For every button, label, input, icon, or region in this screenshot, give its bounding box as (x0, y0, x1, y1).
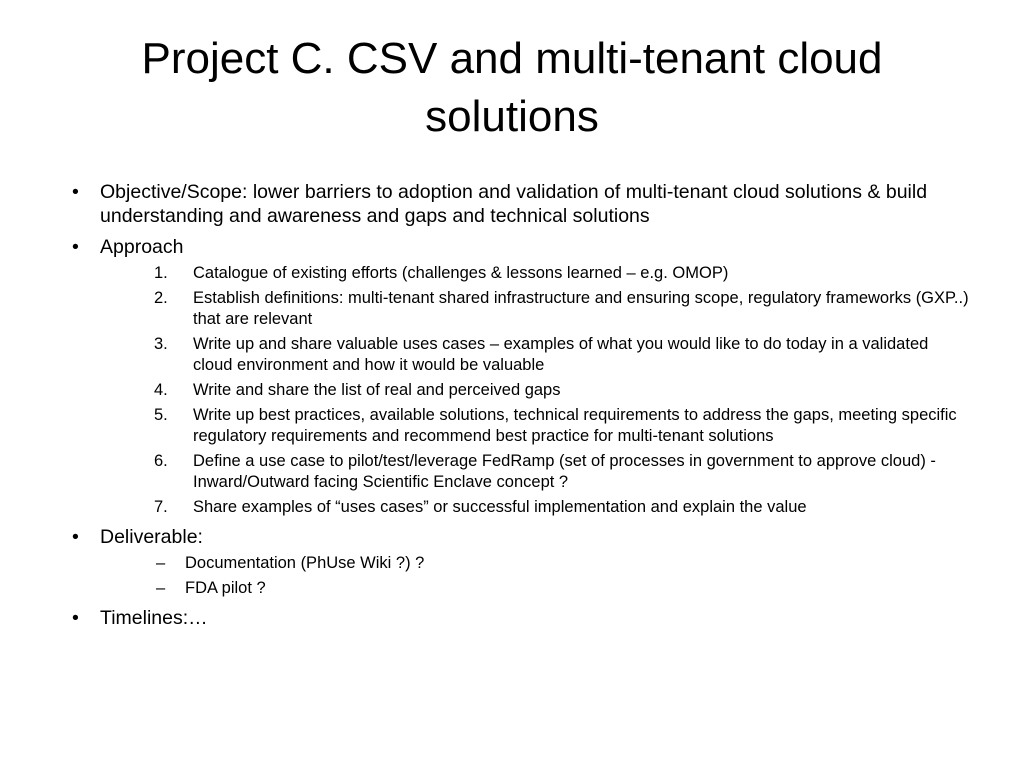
deliverable-text: FDA pilot ? (185, 579, 266, 597)
approach-step (100, 288, 970, 330)
slide-body (60, 180, 970, 637)
step-number: 6. (154, 452, 168, 470)
bullet-list (60, 180, 970, 630)
deliverable-item (100, 578, 970, 599)
step-text: Write up best practices, available solutions, technical requirements to address the gaps, meeting specific regulatory requirements and recommend best practice for multi-tenant solutions (193, 406, 957, 445)
approach-step (100, 405, 970, 447)
step-number: 7. (154, 498, 168, 516)
dash-mark: – (156, 554, 166, 572)
bullet-mark: • (72, 607, 79, 629)
step-number: 2. (154, 289, 168, 307)
step-number: 1. (154, 264, 168, 282)
deliverable-items (100, 553, 970, 599)
bullet-mark: • (72, 181, 79, 203)
step-number: 5. (154, 406, 168, 424)
bullet-mark: • (72, 526, 79, 548)
approach-step (100, 263, 970, 284)
bullet-deliverable (60, 525, 970, 599)
step-number: 3. (154, 335, 168, 353)
step-text: Catalogue of existing efforts (challenges & lessons learned – e.g. OMOP) (193, 264, 729, 282)
step-text: Establish definitions: multi-tenant shared infrastructure and ensuring scope, regulatory frameworks (GXP..) that are relevant (193, 289, 969, 328)
deliverable-text: Documentation (PhUse Wiki ?) ? (185, 554, 425, 572)
timelines-text: Timelines:… (100, 607, 208, 629)
approach-label: Approach (100, 236, 184, 258)
approach-step (100, 334, 970, 376)
approach-step (100, 497, 970, 518)
bullet-approach (60, 235, 970, 518)
dash-mark: – (156, 579, 166, 597)
deliverable-item (100, 553, 970, 574)
deliverable-label: Deliverable: (100, 526, 203, 548)
bullet-objective (60, 180, 970, 228)
slide-title: Project C. CSV and multi-tenant cloud solutions (141, 34, 883, 141)
approach-step (100, 380, 970, 401)
step-text: Share examples of “uses cases” or successful implementation and explain the value (193, 498, 807, 516)
step-number: 4. (154, 381, 168, 399)
step-text: Define a use case to pilot/test/leverage FedRamp (set of processes in government to approve cloud) - Inward/Outward facing Scientific Enclave concept ? (193, 452, 936, 491)
step-text: Write and share the list of real and perceived gaps (193, 381, 561, 399)
bullet-timelines (60, 606, 970, 630)
approach-steps (100, 263, 970, 518)
bullet-mark: • (72, 236, 79, 258)
step-text: Write up and share valuable uses cases – examples of what you would like to do today in a validated cloud environment and how it would be valuable (193, 335, 929, 374)
objective-text: Objective/Scope: lower barriers to adoption and validation of multi-tenant cloud solutions & build understanding and awareness and gaps and technical solutions (100, 181, 928, 227)
approach-step (100, 451, 970, 493)
